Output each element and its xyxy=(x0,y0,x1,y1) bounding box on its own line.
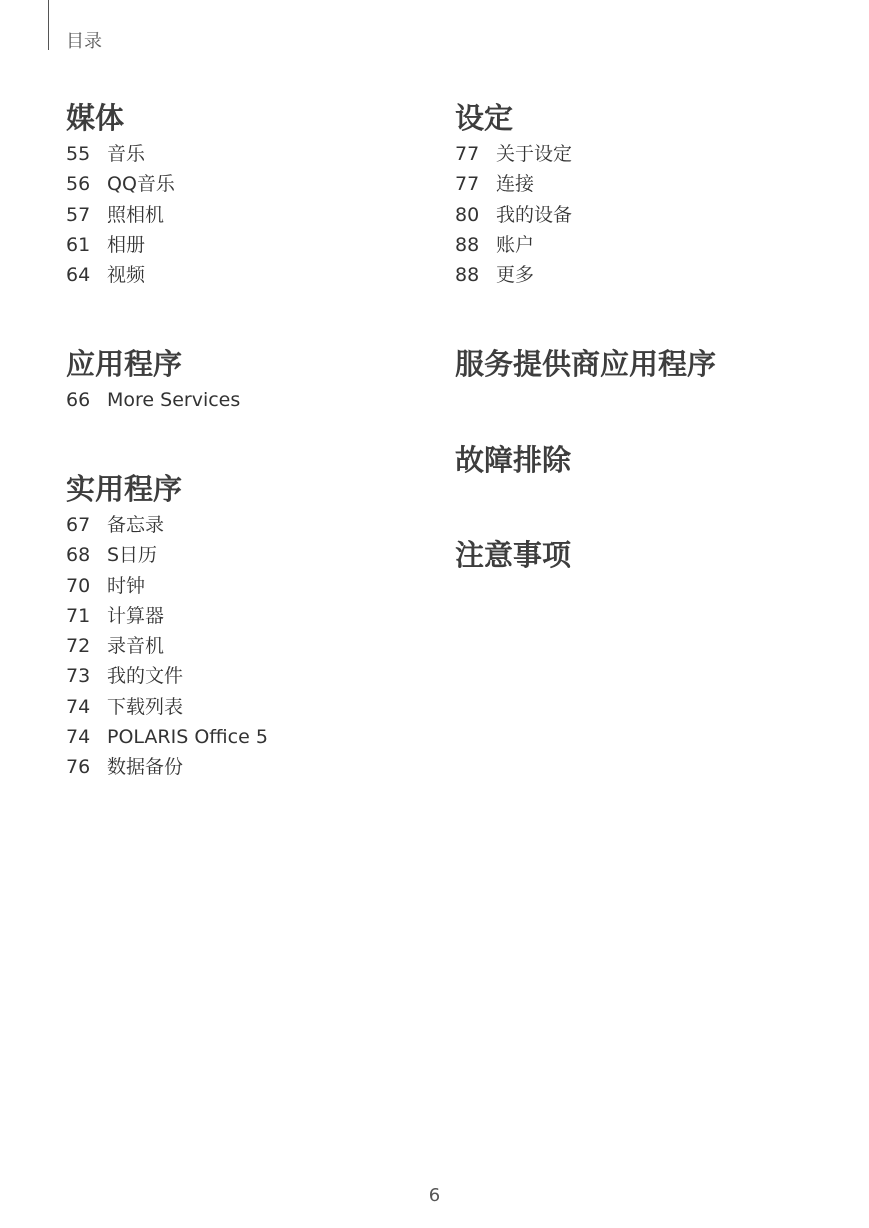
toc-entry-label: 计算器 xyxy=(107,604,165,627)
toc-entry-label: 更多 xyxy=(496,264,535,287)
toc-entry-label: QQ音乐 xyxy=(107,173,175,196)
toc-entry-polaris-office[interactable] xyxy=(66,722,268,752)
toc-section-carrier-apps[interactable] xyxy=(455,346,716,382)
toc-entry-data-backup[interactable] xyxy=(66,752,268,782)
section-title-utilities: 实用程序 xyxy=(66,472,183,506)
toc-entry-page: 88 xyxy=(455,233,480,256)
toc-entry-video[interactable] xyxy=(66,260,175,290)
toc-entry-accounts[interactable] xyxy=(455,230,572,260)
toc-section-media xyxy=(66,100,175,290)
toc-entry-page: 71 xyxy=(66,604,91,627)
toc-entry-label: 数据备份 xyxy=(107,756,184,779)
section-title-notices: 注意事项 xyxy=(455,538,572,572)
toc-entry-s-planner[interactable] xyxy=(66,540,268,570)
toc-entry-page: 74 xyxy=(66,695,91,718)
toc-entry-page: 66 xyxy=(66,389,91,411)
toc-entry-label: POLARIS Office 5 xyxy=(107,726,268,749)
section-title-applications: 应用程序 xyxy=(66,347,183,381)
toc-entry-label: 关于设定 xyxy=(496,143,573,165)
toc-entry-page: 77 xyxy=(455,143,480,165)
toc-entry-label: S日历 xyxy=(107,544,158,567)
toc-entry-label: More Services xyxy=(107,389,241,411)
toc-entry-my-files[interactable] xyxy=(66,661,268,691)
toc-section-settings xyxy=(455,100,572,290)
toc-entry-page: 61 xyxy=(66,233,91,256)
toc-entry-label: 我的文件 xyxy=(107,665,184,688)
toc-entry-my-device[interactable] xyxy=(455,200,572,230)
toc-section-utilities xyxy=(66,471,268,783)
toc-entry-camera[interactable] xyxy=(66,200,175,230)
toc-entry-calculator[interactable] xyxy=(66,601,268,631)
toc-entry-page: 72 xyxy=(66,635,91,658)
toc-entry-label: 连接 xyxy=(496,173,535,196)
toc-entry-page: 73 xyxy=(66,665,91,688)
corner-rule xyxy=(48,0,49,50)
toc-entry-label: 账户 xyxy=(496,233,535,256)
toc-entry-clock[interactable] xyxy=(66,571,268,601)
toc-entry-page: 76 xyxy=(66,756,91,779)
section-entries-utilities xyxy=(66,510,268,783)
toc-entry-voice-recorder[interactable] xyxy=(66,631,268,661)
toc-entry-label: 我的设备 xyxy=(496,203,573,226)
toc-entry-page: 88 xyxy=(455,264,480,287)
section-entries-settings xyxy=(455,139,572,290)
toc-entry-page: 55 xyxy=(66,143,91,165)
section-title-carrier-apps: 服务提供商应用程序 xyxy=(455,347,717,381)
toc-entry-label: 音乐 xyxy=(107,143,146,165)
toc-entry-connections[interactable] xyxy=(455,169,572,199)
toc-entry-label: 视频 xyxy=(107,264,146,287)
toc-entry-label: 照相机 xyxy=(107,203,165,226)
toc-entry-music[interactable] xyxy=(66,139,175,169)
toc-entry-qq-music[interactable] xyxy=(66,169,175,199)
toc-section-troubleshooting[interactable] xyxy=(455,442,571,478)
toc-entry-label: 相册 xyxy=(107,233,146,256)
toc-entry-about-settings[interactable] xyxy=(455,139,572,169)
toc-entry-page: 64 xyxy=(66,264,91,287)
section-title-troubleshooting: 故障排除 xyxy=(455,443,572,477)
toc-entry-page: 57 xyxy=(66,203,91,226)
toc-entry-page: 68 xyxy=(66,544,91,567)
section-title-settings: 设定 xyxy=(455,101,514,135)
toc-entry-memo[interactable] xyxy=(66,510,268,540)
page-header-title: 目录 xyxy=(66,31,102,52)
toc-entry-page: 70 xyxy=(66,574,91,597)
toc-entry-page: 77 xyxy=(455,173,480,196)
toc-entry-downloads[interactable] xyxy=(66,692,268,722)
section-entries-media xyxy=(66,139,175,290)
toc-entry-page: 80 xyxy=(455,203,480,226)
toc-entry-label: 时钟 xyxy=(107,574,146,597)
toc-entry-label: 下载列表 xyxy=(107,695,184,718)
toc-entry-page: 67 xyxy=(66,514,91,536)
section-title-media: 媒体 xyxy=(66,101,125,135)
toc-entry-label: 录音机 xyxy=(107,635,165,658)
toc-entry-page: 56 xyxy=(66,173,91,196)
toc-entry-more-services[interactable] xyxy=(66,385,240,415)
toc-entry-more[interactable] xyxy=(455,260,572,290)
toc-section-notices[interactable] xyxy=(455,537,571,573)
section-entries-applications xyxy=(66,385,240,415)
toc-entry-page: 74 xyxy=(66,726,91,749)
toc-entry-label: 备忘录 xyxy=(107,514,165,536)
page-number: 6 xyxy=(428,1185,441,1206)
toc-entry-gallery[interactable] xyxy=(66,230,175,260)
toc-section-applications xyxy=(66,346,240,415)
